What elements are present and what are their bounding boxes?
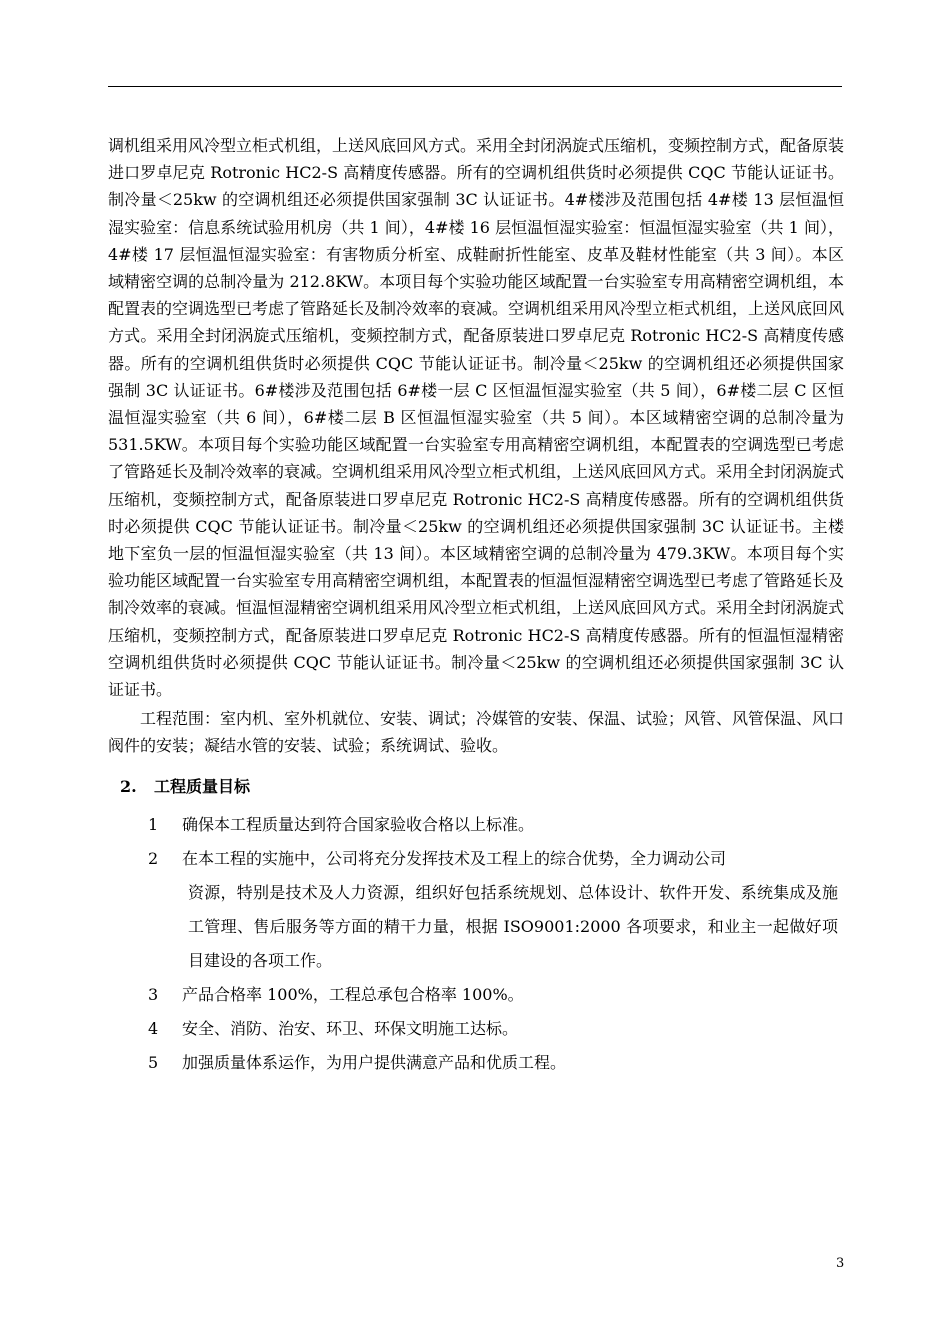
list-item-number: 4 (148, 1018, 159, 1038)
body-paragraph: 调机组采用风冷型立柜式机组，上送风底回风方式。采用全封闭涡旋式压缩机，变频控制方式，配备原装进口罗卓尼克 Rotronic HC2-S 高精度传感器。所有的空调机组供货时必须提供 CQC 节能认证证书。制冷量＜25kw 的空调机组还必须提供国家强制 3C 认证证书。4#楼涉及范围包括 4#楼 13 层恒温恒湿实验室：信息系统试验用机房（共 1 间），4#楼 16 层恒温恒湿实验室：恒温恒湿实验室（共 1 间），4#楼 17 层恒温恒湿实验室：有害物质分析室、成鞋耐折性能室、皮革及鞋材性能室（共 3 间）。本区域精密空调的总制冷量为 212.8KW。本项目每个实验功能区域配置一台实验室专用高精密空调机组，本配置表的空调选型已考虑了管路延长及制冷效率的衰减。空调机组采用风冷型立柜式机组，上送风底回风方式。采用全封闭涡旋式压缩机，变频控制方式，配备原装进口罗卓尼克 Rotronic HC2-S 高精度传感器。所有的空调机组供货时必须提供 CQC 节能认证证书。制冷量＜25kw 的空调机组还必须提供国家强制 3C 认证证书。6#楼涉及范围包括 6#楼一层 C 区恒温恒湿实验室（共 5 间），6#楼二层 C 区恒温恒湿实验室（共 6 间），6#楼二层 B 区恒温恒湿实验室（共 5 间）。本区域精密空调的总制冷量为 531.5KW。本项目每个实验功能区域配置一台实验室专用高精密空调机组，本配置表的空调选型已考虑了管路延长及制冷效率的衰减。空调机组采用风冷型立柜式机组，上送风底回风方式。采用全封闭涡旋式压缩机，变频控制方式，配备原装进口罗卓尼克 Rotronic HC2-S 高精度传感器。所有的空调机组供货时必须提供 CQC 节能认证证书。制冷量＜25kw 的空调机组还必须提供国家强制 3C 认证证书。主楼地下室负一层的恒温恒湿实验室（共 13 间）。本区域精密空调的总制冷量为 479.3KW。本项目每个实验功能区域配置一台实验室专用高精密空调机组，本配置表的恒温恒湿精密空调选型已考虑了管路延长及制冷效率的衰减。恒温恒湿精密空调机组采用风冷型立柜式机组，上送风底回风方式。采用全封闭涡旋式压缩机，变频控制方式，配备原装进口罗卓尼克 Rotronic HC2-S 高精度传感器。所有的恒温恒湿精密空调机组供货时必须提供 CQC 节能认证证书。制冷量＜25kw 的空调机组还必须提供国家强制 3C 认证证书。 (108, 136, 845, 700)
section-heading (120, 773, 844, 800)
page-number: 3 (836, 1256, 845, 1271)
list-item-text (182, 842, 838, 978)
quality-goals-list (108, 808, 844, 1080)
list-item-number: 1 (148, 814, 159, 834)
header-rule (108, 86, 842, 87)
list-item (108, 842, 844, 978)
list-item (108, 808, 844, 842)
list-item-first-line: 在本工程的实施中，公司将充分发挥技术及工程上的综合优势，全力调动公司 (182, 848, 727, 868)
section-number: 2. (120, 776, 137, 796)
list-item-number: 5 (148, 1052, 159, 1072)
list-item-continuation: 资源，特别是技术及人力资源，组织好包括系统规划、总体设计、软件开发、系统集成及施工管理、售后服务等方面的精干力量，根据 ISO9001:2000 各项要求，和业主一起做好项目建设的各项工作。 (188, 882, 838, 970)
list-item-text: 产品合格率 100%，工程总承包合格率 100%。 (182, 984, 524, 1004)
list-item-text: 确保本工程质量达到符合国家验收合格以上标准。 (182, 814, 535, 834)
list-item (108, 1046, 844, 1080)
document-body (108, 132, 844, 1080)
list-item (108, 978, 844, 1012)
list-item-number: 2 (148, 848, 159, 868)
list-item-number: 3 (148, 984, 159, 1004)
list-item (108, 1012, 844, 1046)
list-item-text: 安全、消防、治安、环卫、环保文明施工达标。 (182, 1018, 519, 1038)
section-title: 工程质量目标 (154, 776, 251, 796)
list-item-text: 加强质量体系运作，为用户提供满意产品和优质工程。 (182, 1052, 567, 1072)
scope-paragraph: 工程范围：室内机、室外机就位、安装、调试；冷媒管的安装、保温、试验；风管、风管保温、风口阀件的安装；凝结水管的安装、试验；系统调试、验收。 (108, 709, 845, 756)
